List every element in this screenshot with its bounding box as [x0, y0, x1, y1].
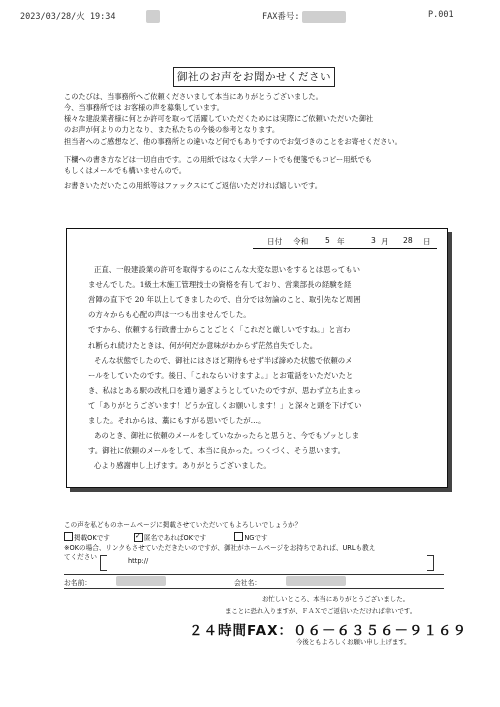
consent-option-ng[interactable]: NGです	[234, 534, 267, 542]
date-month-unit: 月	[381, 237, 389, 246]
fax-datetime: 2023/03/28/火 19:34	[20, 12, 116, 22]
body-line-5: ですから、依頼する行政書士からことごとく「これだと厳しいですね。」と言わ	[88, 325, 351, 334]
name-row-underline	[64, 588, 444, 589]
intro-line-4: のお声が何よりの力となり、また私たちの今後の参考となります。	[64, 125, 280, 134]
date-label: 日付	[267, 237, 283, 246]
consent-options	[64, 532, 268, 543]
date-day-unit: 日	[423, 237, 431, 246]
redacted-sender	[146, 10, 160, 23]
body-line-7: そんな状態でしたので、御社にはさほど期待もせず半ば諦めた状態で依頼のメ	[94, 356, 353, 365]
checkbox-anonymous[interactable]	[134, 533, 143, 542]
fax-number-label: FAX番号:	[262, 12, 300, 22]
date-field	[253, 236, 437, 249]
consent-question: この声を私どものホームページに掲載させていただいてもよろしいでしょうか？	[64, 521, 302, 529]
body-line-10: て「ありがとうございます！どうか宜しくお願いします！」と深々と頭を下げてい	[88, 401, 362, 410]
intro-line-7: もしくはメールでも構いませんので。	[64, 166, 186, 175]
consent-note-line-1: ※OKの場合、リンクもさせていただきたいのですが、御社がホームページをお持ちであれば、URLも教え	[64, 544, 376, 552]
intro-line-6: 下欄への書き方などは一切自由です。この用紙ではなく大学ノートでも便箋でもコピー用紙でも	[64, 155, 372, 164]
body-line-13: す。御社に依頼のメールをして、本当に良かった。つくづく、そう思います。	[88, 446, 346, 455]
footer-closing: 今後ともよろしくお願い申し上げます。	[296, 638, 411, 646]
redacted-name	[116, 576, 166, 586]
fax-page-number: P.001	[428, 10, 454, 20]
consent-option-publish[interactable]: 掲載OKです	[64, 534, 110, 542]
url-bracket-left	[100, 555, 107, 571]
body-line-6: れ断られ続けたときは、何が何だか意味がわからず茫然自失でした。	[88, 341, 318, 350]
body-line-8: ールをしていたのです。後日、「これならいけますよ。」とお電話をいただいたと	[88, 371, 354, 380]
date-year: 5	[325, 236, 330, 245]
intro-line-3: 様々な建設業者様に何とか許可を取って活躍していただくためには実際にご依頼いただいた御社	[64, 114, 374, 123]
name-row	[64, 574, 444, 589]
consent-option-anonymous[interactable]: ✓ 匿名であればOKです	[134, 534, 206, 542]
redacted-company	[286, 576, 346, 586]
intro-line-8: お書きいただいたこの用紙等はファックスにてご返信いただければ嬉しいです。	[64, 181, 322, 190]
checkbox-ng[interactable]	[234, 532, 243, 541]
redacted-fax-number	[302, 11, 346, 23]
checkbox-publish[interactable]	[64, 532, 73, 541]
intro-line-2: 今、当事務所では お客様の声を募集しています。	[64, 103, 224, 112]
url-prefix: http://	[128, 557, 149, 565]
url-field[interactable]	[100, 555, 434, 569]
fax-header	[0, 10, 500, 24]
page-title: 御社のお声をお聞かせください	[173, 67, 335, 87]
body-line-12: あのとき、御社に依頼のメールをしていなかったらと思うと、今でもゾッとしま	[94, 431, 360, 440]
body-line-1: 正直、一般建設業の許可を取得するのにこんな大変な思いをするとは思ってもい	[94, 265, 361, 274]
body-line-4: の方々からも心配の声は一つも出ませんでした。	[88, 310, 251, 319]
footer-request: まことに恐れ入りますが、ＦＡＸでご返信いただければ幸いです。	[225, 607, 417, 615]
footer-fax-number: ２４時間FAX：０６－６３５６－９１６９	[189, 623, 468, 639]
footer-thanks: お忙しいところ、本当にありがとうございました。	[262, 595, 409, 603]
body-line-3: 営陣の直下で 20 年以上してきましたので、自分では勿論のこと、取引先など周囲	[88, 295, 361, 304]
url-bracket-right	[427, 555, 434, 571]
body-line-11: ました。それからは、藁にもすがる思いでしたが…。	[88, 416, 266, 425]
consent-note-line-2: てください	[64, 553, 97, 561]
body-line-9: き、私はとある駅の改札口を通り過ぎようとしていたのですが、思わず立ち止まっ	[88, 386, 362, 395]
date-day: 28	[403, 236, 413, 245]
date-era: 令和	[293, 237, 309, 246]
company-label: 会社名：	[234, 579, 262, 587]
date-year-unit: 年	[337, 237, 345, 246]
date-month: 3	[371, 236, 376, 245]
body-line-2: ませんでした。1級土木施工管理技士の資格を有しており、営業部長の経験を経	[88, 280, 352, 289]
body-line-14: 心より感謝申し上げます。ありがとうございました。	[94, 461, 271, 470]
intro-line-1: このたびは、当事務所へご依頼くださいまして本当にありがとうございました。	[64, 92, 323, 101]
intro-line-5: 担当者へのご感想など、他の事務所との違いなど何でもありですのでお気づきのことをお寄せください。	[64, 137, 402, 146]
name-label: お名前：	[64, 579, 92, 587]
